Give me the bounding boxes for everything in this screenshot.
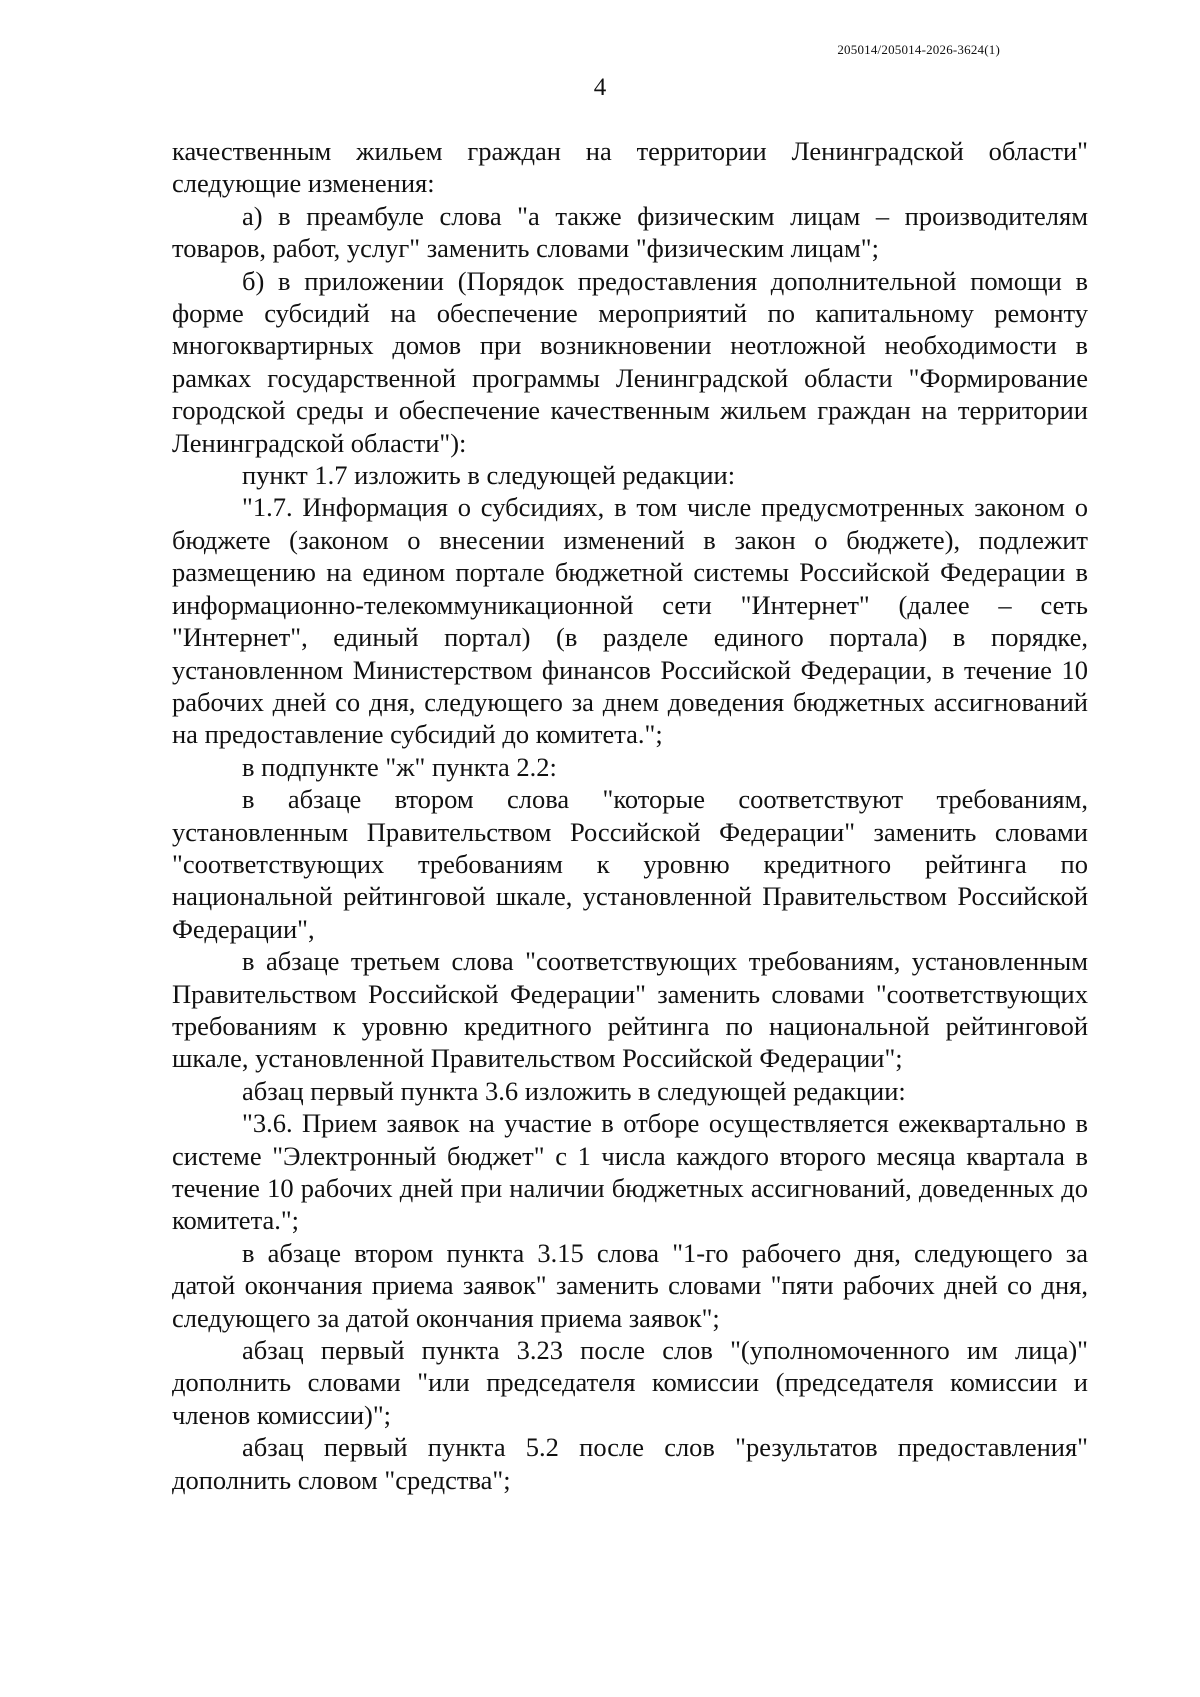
paragraph-point-1-7-intro: пункт 1.7 изложить в следующей редакции: [242,460,736,491]
document-id: 205014/205014-2026-3624(1) [837,42,1000,57]
paragraph-item-b: б) в приложении (Порядок предоставления дополнительной помощи в форме субсидий на обеспечение мероприятий по капитальному ремонту многоквартирных домов при возникновении неотложной необходимости в рамках государственной программы Ленинградской области "Формирование городской среды и обеспечение качественным жильем граждан на территории Ленинградской области"): [172,265,1088,458]
paragraph-point-1-7-text: "1.7. Информация о субсидиях, в том числе предусмотренных законом о бюджете (законом о внесении изменений в закон о бюджете), подлежит размещению на едином портале бюджетной системы Российской Федерации в информационно-телекоммуникационной сети "Интернет" (далее – сеть "Интернет", единый портал) (в разделе единого портала) в порядке, установленном Министерством финансов Российской Федерации, в течение 10 рабочих дней со дня, следующего за днем доведения бюджетных ассигнований на предоставление субсидий до комитета."; [172,492,1088,750]
document-body [172,135,1088,1496]
paragraph-point-3-6-intro: абзац первый пункта 3.6 изложить в следующей редакции: [242,1075,906,1106]
page-number: 4 [593,74,607,101]
paragraph-point-3-6-text: "3.6. Прием заявок на участие в отборе осуществляется ежеквартально в системе "Электронный бюджет" с 1 числа каждого второго месяца квартала в течение 10 рабочих дней при наличии бюджетных ассигнований, доведенных до комитета."; [172,1108,1088,1236]
paragraph-point-5-2: абзац первый пункта 5.2 после слов "результатов предоставления" дополнить словом "средства"; [172,1432,1088,1495]
paragraph-subpoint-zh: в подпункте "ж" пункта 2.2: [242,751,557,782]
paragraph-second-abzac: в абзаце втором слова "которые соответствуют требованиям, установленным Правительством Российской Федерации" заменить словами "соответствующих требованиям к уровню кредитного рейтинга по национальной рейтинговой шкале, установленной Правительством Российской Федерации", [172,784,1088,944]
paragraph-point-3-15: в абзаце втором пункта 3.15 слова "1-го рабочего дня, следующего за датой окончания приема заявок" заменить словами "пяти рабочих дней со дня, следующего за датой окончания приема заявок"; [172,1237,1088,1333]
paragraph-third-abzac: в абзаце третьем слова "соответствующих требованиям, установленным Правительством Российской Федерации" заменить словами "соответствующих требованиям к уровню кредитного рейтинга по национальной рейтинговой шкале, установленной Правительством Российской Федерации"; [172,946,1088,1074]
paragraph-continuation: качественным жильем граждан на территории Ленинградской области" следующие изменения: [172,136,1088,199]
paragraph-item-a: а) в преамбуле слова "а также физическим лицам – производителям товаров, работ, услуг" заменить словами "физическим лицам"; [172,200,1088,264]
paragraph-point-3-23: абзац первый пункта 3.23 после слов "(уполномоченного им лица)" дополнить словами "или председателя комиссии (председателя комиссии и членов комиссии)"; [172,1335,1088,1430]
